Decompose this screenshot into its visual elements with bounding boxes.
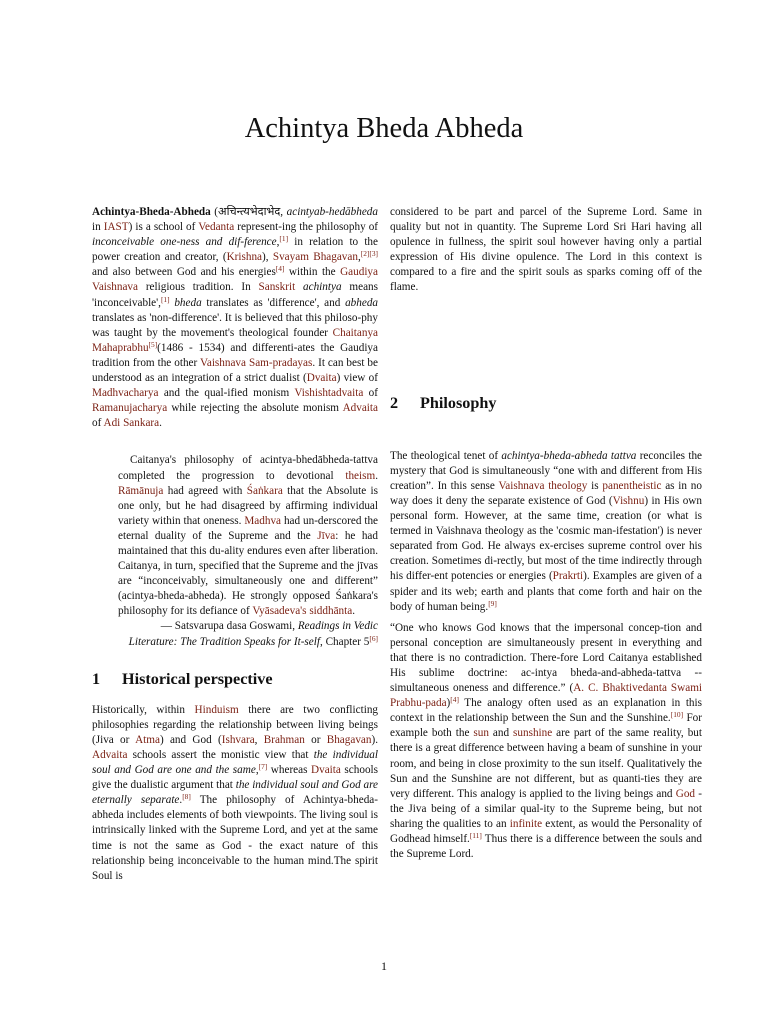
text: , <box>357 251 361 264</box>
link-vaishnava-sampradayas[interactable]: Vaishnava Sam-pradayas <box>200 356 313 369</box>
historical-paragraph <box>92 703 378 884</box>
left-column <box>92 205 378 884</box>
text: translates as 'non-difference'. It is believed that this philoso-phy was taught by the movement's theological founder <box>92 311 378 339</box>
link-sunshine[interactable]: sunshine <box>513 727 553 740</box>
link-ramanujacharya[interactable]: Ramanujacharya <box>92 402 168 415</box>
text: “One who knows God knows that the impersonal concep-tion and personal conception are simultaneously present in everything and that there is no contradiction. There-fore Lord Caitanya established His sublime doctrine: ac-intya bheda-and-abheda-tattva -- simultaneous oneness and difference.” ( <box>390 621 702 695</box>
link-iast[interactable]: IAST <box>103 221 129 234</box>
link-vedanta[interactable]: Vedanta <box>198 221 235 234</box>
link-infinite[interactable]: infinite <box>509 817 543 830</box>
link-sanskrit[interactable]: Sanskrit <box>258 281 296 294</box>
text: religious tradition. In <box>137 281 259 294</box>
link-dvaita[interactable]: Dvaita <box>306 372 337 385</box>
section-title: Historical perspective <box>122 669 273 688</box>
text: , <box>276 236 280 249</box>
text: Historically, within <box>92 703 195 716</box>
link-adi-sankara[interactable]: Adi Sankara <box>103 417 160 430</box>
text: - the Jiva being of a similar qual-ity to the Supreme being, but not sharing the qualities to an <box>390 787 702 830</box>
link-atma[interactable]: Atma <box>135 733 160 746</box>
link-advaita[interactable]: Advaita <box>342 402 378 415</box>
text: that the Absolute is one only, but he had disagreed by affirming individual variety within that oneness. <box>118 484 379 527</box>
text-italic: bheda <box>174 296 202 309</box>
link-madhva[interactable]: Madhva <box>244 514 282 527</box>
text: in <box>92 221 104 234</box>
text: of <box>363 387 378 400</box>
citation-link[interactable]: [4] <box>275 264 285 274</box>
text: ) view of <box>336 372 378 385</box>
text: The analogy often used as an explanation in this context in the relationship between the Sun and the Sunshine. <box>390 697 702 725</box>
text: is <box>587 479 603 492</box>
link-prabhupada[interactable]: A. C. Bhaktivedanta Swami Prabhu-pada <box>390 682 702 710</box>
text: . <box>375 469 378 482</box>
text: and the qual-ified monism <box>158 387 295 400</box>
text: of <box>92 417 104 430</box>
text: For example both the <box>390 712 703 740</box>
link-hinduism[interactable]: Hinduism <box>194 703 239 716</box>
link-dvaita[interactable]: Dvaita <box>311 764 341 777</box>
link-svayam-bhagavan[interactable]: Svayam Bhagavan <box>272 251 358 264</box>
link-prakrti[interactable]: Prakrti <box>552 570 584 583</box>
citation-link[interactable]: [7] <box>258 762 268 772</box>
text-italic: acintyab-hedābheda <box>286 206 378 218</box>
text: had agreed with <box>163 484 247 497</box>
citation-link[interactable]: [4] <box>450 695 459 705</box>
citation-link[interactable]: [6] <box>369 633 378 643</box>
section-heading-historical <box>92 669 378 688</box>
section-title: Philosophy <box>420 393 497 412</box>
citation-link[interactable]: [5] <box>148 339 158 349</box>
text: and also between God and his energies <box>92 266 276 279</box>
continuation-paragraph <box>390 205 702 296</box>
text: , <box>254 733 264 746</box>
citation-link[interactable]: [1] <box>160 294 170 304</box>
link-panentheistic[interactable]: panentheistic <box>602 479 662 492</box>
text: represent-ing the philosophy of <box>234 221 379 234</box>
text: The philosophy of Achintya-bheda-abheda includes elements of both viewpoints. The living soul is intrinsically linked with the Supreme Lord, and yet at the same time is not the same as God - the exact nature of this relationship being inconceivable to the human mind.The spirit Soul is <box>92 794 378 882</box>
devanagari-text: अचिन्त्यभेदाभेद <box>218 206 281 218</box>
term-bold: Achintya-Bheda-Abheda <box>92 206 211 218</box>
link-vaishnava-theology[interactable]: Vaishnava theology <box>498 479 588 492</box>
text: translates as 'difference', and <box>201 296 346 309</box>
link-jiva[interactable]: Jīva <box>317 529 336 542</box>
text: , Chapter 5 <box>319 635 370 648</box>
page-title: Achintya Bheda Abheda <box>244 113 524 144</box>
text: The theological tenet of <box>390 449 502 462</box>
link-krishna[interactable]: Krishna <box>226 251 262 264</box>
text: reconciles the mystery that God is simultaneously “one with and different from His creation”. In this sense <box>390 449 702 492</box>
citation-link[interactable]: [2][3] <box>360 249 379 259</box>
text: whereas <box>267 764 312 777</box>
link-brahman[interactable]: Brahman <box>263 733 305 746</box>
intro-paragraph <box>92 205 378 431</box>
text-italic: inconceivable one-ness and dif-ference <box>92 236 277 249</box>
citation-link[interactable]: [9] <box>488 598 497 608</box>
section-heading-philosophy <box>390 393 702 412</box>
text: or <box>304 733 327 746</box>
text: . <box>179 794 183 807</box>
text: ), <box>262 251 273 264</box>
citation-link[interactable]: [10] <box>670 710 684 720</box>
link-vyasadeva-siddhanta[interactable]: Vyāsadeva's siddhānta <box>252 605 353 618</box>
right-column <box>390 205 702 862</box>
text: schools assert the monistic view that <box>127 749 314 761</box>
link-theism[interactable]: theism <box>345 469 376 482</box>
text: ) is a school of <box>128 221 199 234</box>
link-bhagavan[interactable]: Bhagavan <box>326 733 372 746</box>
text-italic: achintya-bheda-abheda tattva <box>501 449 637 462</box>
text: ) <box>446 697 451 710</box>
link-sun[interactable]: sun <box>473 727 489 740</box>
text-italic: Readings in Vedic Literature: The Tradition Speaks for It-self <box>128 620 378 648</box>
text: had un-derscored the eternal duality of the Supreme and the <box>118 514 378 542</box>
link-advaita[interactable]: Advaita <box>92 749 128 761</box>
text: as in no way does it deny the separate existence of God ( <box>390 479 702 507</box>
text-italic: the individual soul and God are one and the same <box>92 749 378 777</box>
link-ishvara[interactable]: Ishvara <box>221 733 255 746</box>
text: Thus there is a difference between the souls and the Supreme Lord. <box>390 833 702 861</box>
text: within the <box>284 266 341 279</box>
text: and <box>488 727 514 740</box>
section-number: 1 <box>92 669 101 688</box>
section-number: 2 <box>390 393 399 412</box>
text <box>295 281 303 293</box>
quote-text <box>118 453 378 619</box>
link-vishishtadvaita[interactable]: Vishishtadvaita <box>294 387 364 400</box>
link-ramanuja[interactable]: Rāmānuja <box>118 484 164 497</box>
link-sankara[interactable]: Śaṅkara <box>246 484 283 497</box>
link-madhvacharya[interactable]: Madhvacharya <box>92 387 159 400</box>
text: — Satsvarupa dasa Goswami, <box>160 620 298 633</box>
text: while rejecting the absolute monism <box>167 402 343 415</box>
text: in relation to the power creation and creator, ( <box>92 236 378 264</box>
page-number: 1 <box>381 959 387 973</box>
text-italic: abheda <box>345 296 379 309</box>
link-gaudiya-vaishnava[interactable]: Gaudiya Vaishnava <box>92 266 378 294</box>
text: extent, as would the Personality of Godhead himself. <box>390 817 702 845</box>
link-god[interactable]: God <box>675 787 696 800</box>
citation-link[interactable]: [11] <box>469 831 482 840</box>
text-italic: achintya <box>303 281 342 294</box>
text: . It can best be understood as an integration of a strict dualist ( <box>92 356 378 385</box>
text: Caitanya's philosophy of acintya-bhedābheda-tattva completed the progression to devotional <box>118 454 378 482</box>
text: there are two conflicting philosophies regarding the relationship between living beings (Jiva or <box>92 703 379 746</box>
text: ). <box>371 733 378 746</box>
text: are part of the same reality, but there is a great difference between having a beam of sunshine in your room, and being in close proximity to the sun itself. Qualitatively the Sun and the Sunshine are not different, but as quanti-ties they are very different. This analogy is applied to the living beings and <box>390 727 703 800</box>
text: schools give the dualistic argument that <box>92 764 378 792</box>
quote-attribution <box>118 619 378 649</box>
text: . <box>159 417 162 430</box>
philosophy-paragraph-1 <box>390 449 702 615</box>
text: ) and God ( <box>159 733 222 746</box>
text: . <box>352 605 356 618</box>
text: (1486 - 1534) and differenti-ates the Gaudiya tradition from the other <box>92 341 378 369</box>
text-italic: the individual soul and God are eternally separate <box>92 779 379 807</box>
text: ( <box>210 206 219 218</box>
link-vishnu[interactable]: Vishnu <box>612 494 645 507</box>
link-chaitanya-mahaprabhu[interactable]: Chaitanya Mahaprabhu <box>92 326 378 354</box>
text: , <box>255 764 259 777</box>
text: : he had maintained that this du-ality endures even after liberation. Caitanya, in turn, specified that the Supreme and the jīvas are “inconceivably, simultaneously one and different” (acintya-bheda-abheda). He strongly opposed Śaṅkara's philosophy for its defiance of <box>118 529 378 618</box>
citation-link[interactable]: [8] <box>182 792 191 802</box>
text: ) in His own personal form. However, at the same time, creation (or what is termed in Vaishnava theology as the 'cosmic man-ifestation') is never separated from God. He always ex-ercises supreme control over his creation. Sometimes di-rectly, but most of the time indirectly through his differ-ent potencies or energies ( <box>390 494 702 583</box>
text: considered to be part and parcel of the Supreme Lord. Same in quality but not in quantity. The Supreme Lord Sri Hari having all opulence in fullness, the spirit soul however having only a partial expression of His divine opulence. The Lord in this context is compared to a fire and the spirit souls as sparks coming off of the flame. <box>390 206 702 294</box>
text: means 'inconceivable', <box>92 281 378 309</box>
citation-link[interactable]: [1] <box>279 234 289 244</box>
text: ). Examples are given of a spider and its web; earth and plants that come forth and hair on the body of human being. <box>390 570 702 613</box>
philosophy-paragraph-2 <box>390 621 702 863</box>
block-quote <box>118 453 378 649</box>
text: , <box>280 206 287 218</box>
